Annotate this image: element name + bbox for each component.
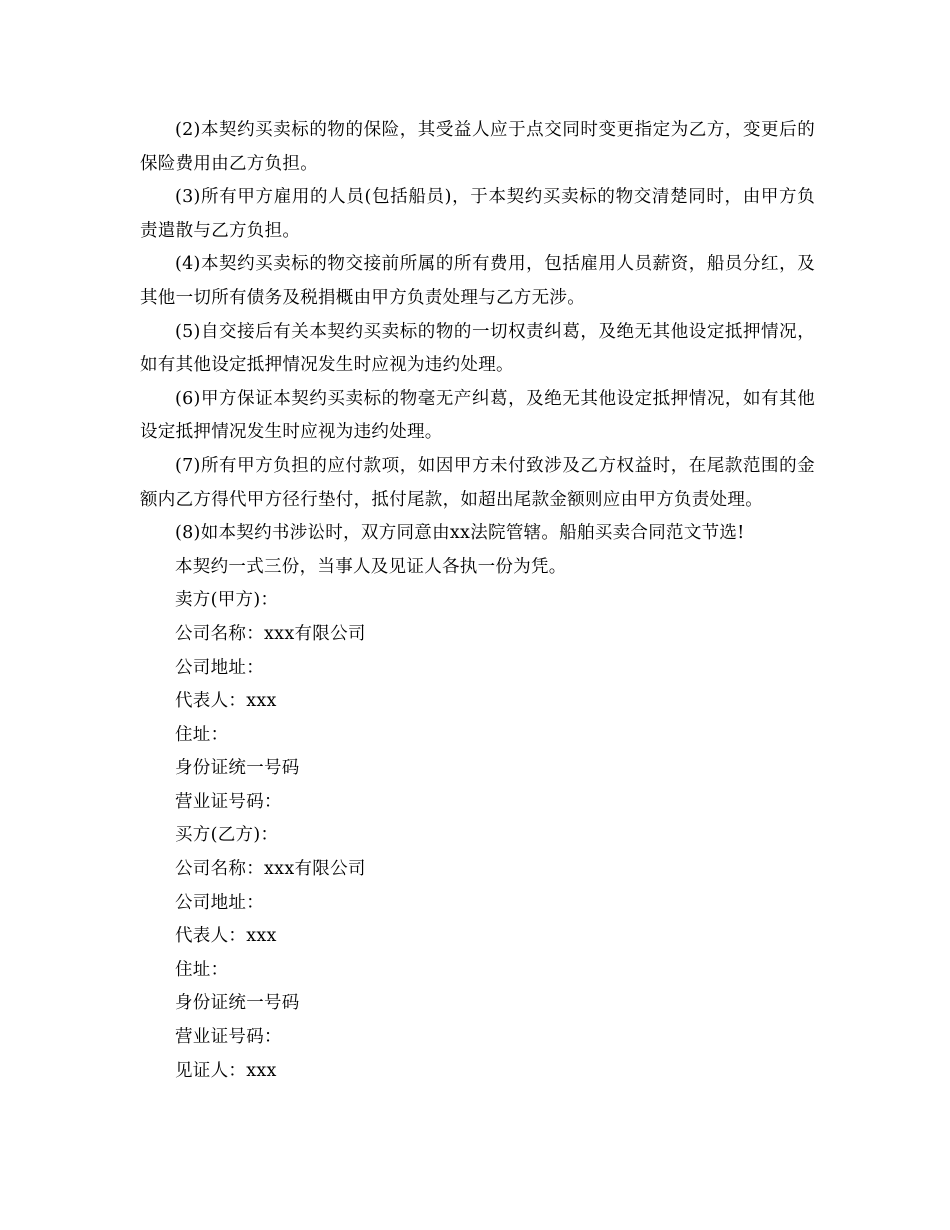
seller-heading: 卖方(甲方)：: [175, 590, 279, 611]
clause-4: (4)本契约买卖标的物交接前所属的所有费用，包括雇用人员薪资，船员分红，及其他一切所有债务及税捐概由甲方负责处理与乙方无涉。: [140, 254, 815, 308]
buyer-residence: 住址：: [175, 959, 229, 980]
seller-id-number: 身份证统一号码: [175, 758, 300, 779]
buyer-company-address: 公司地址：: [175, 892, 264, 913]
seller-company-name: 公司名称：xxx有限公司: [175, 623, 366, 644]
seller-company-address: 公司地址：: [175, 657, 264, 678]
buyer-company-name: 公司名称：xxx有限公司: [175, 859, 366, 880]
seller-residence: 住址：: [175, 724, 229, 745]
witness: 见证人：xxx: [175, 1060, 277, 1081]
clause-3: (3)所有甲方雇用的人员(包括船员)，于本契约买卖标的物交清楚同时，由甲方负责遣散与乙方负担。: [140, 187, 815, 241]
buyer-license-number: 营业证号码：: [175, 1027, 282, 1048]
clause-7: (7)所有甲方负担的应付款项，如因甲方未付致涉及乙方权益时，在尾款范围的金额内乙方得代甲方径行垫付，抵付尾款，如超出尾款金额则应由甲方负责处理。: [140, 455, 815, 510]
seller-license-number: 营业证号码：: [175, 791, 282, 812]
contract-body: [140, 114, 815, 1088]
clause-8: (8)如本契约书涉讼时，双方同意由xx法院管辖。船舶买卖合同范文节选!: [175, 523, 745, 544]
buyer-section: [140, 819, 815, 1054]
clause-5: (5)自交接后有关本契约买卖标的物的一切权责纠葛，及绝无其他设定抵押情况，如有其他设定抵押情况发生时应视为违约处理。: [140, 321, 815, 376]
seller-representative: 代表人：xxx: [175, 691, 277, 712]
clause-2: (2)本契约买卖标的物的保险，其受益人应于点交同时变更指定为乙方，变更后的保险费用由乙方负担。: [140, 120, 815, 174]
seller-section: [140, 584, 815, 819]
clause-6: (6)甲方保证本契约买卖标的物毫无产纠葛，及绝无其他设定抵押情况，如有其他设定抵押情况发生时应视为违约处理。: [140, 388, 815, 443]
buyer-heading: 买方(乙方)：: [175, 825, 279, 846]
buyer-id-number: 身份证统一号码: [175, 993, 300, 1014]
copies-note: 本契约一式三份，当事人及见证人各执一份为凭。: [175, 556, 567, 577]
buyer-representative: 代表人：xxx: [175, 926, 277, 947]
